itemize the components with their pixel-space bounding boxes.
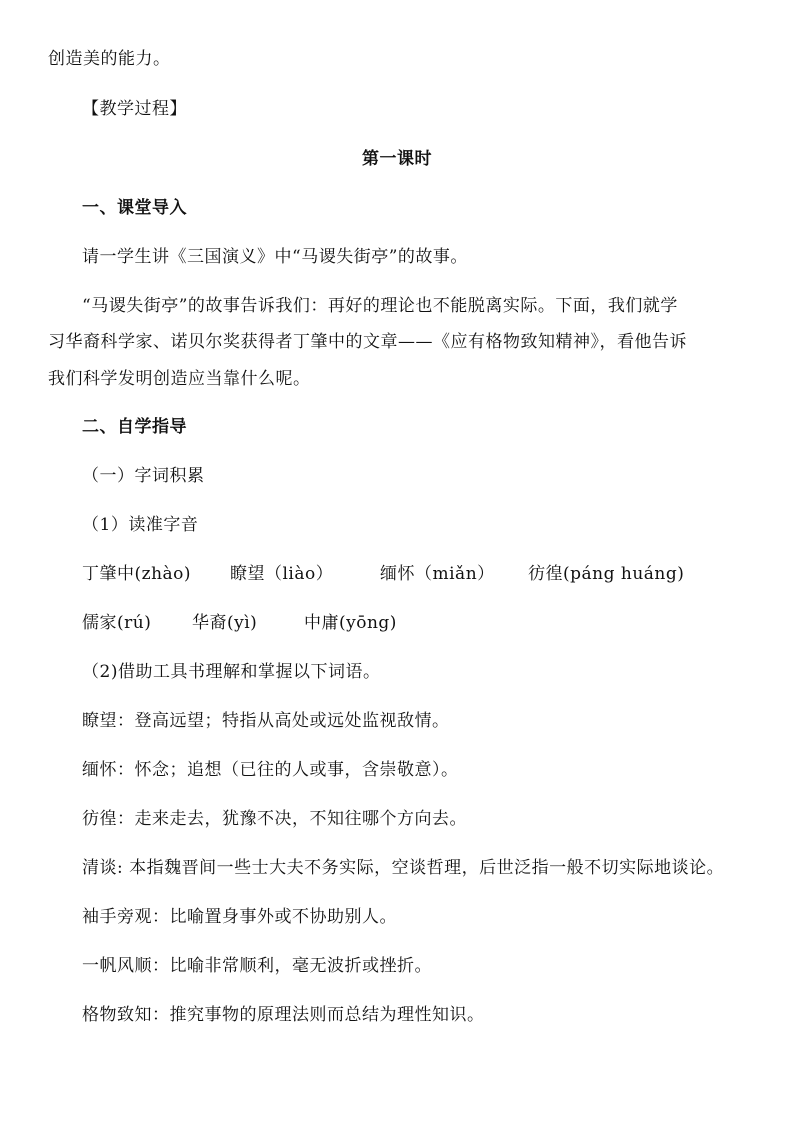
section1-paragraph2-line3: 我们科学发明创造应当靠什么呢。	[48, 369, 311, 389]
process-heading: 【教学过程】	[82, 99, 187, 119]
definition-line: 清谈: 本指魏晋间一些士大夫不务实际，空谈哲理，后世泛指一般不切实际地谈论。	[82, 858, 725, 878]
definition-line: 缅怀：怀念；追想（已往的人或事，含崇敬意）。	[82, 760, 459, 780]
subsection-word-accumulation: （一）字词积累	[82, 466, 205, 486]
pinyin-entry: 中庸(yōng)	[304, 613, 397, 633]
item-dictionary-study: （2)借助工具书理解和掌握以下词语。	[82, 662, 381, 682]
definition-line: 一帆风顺：比喻非常顺利，毫无波折或挫折。	[82, 956, 432, 976]
definition-line: 彷徨：走来走去，犹豫不决，不知往哪个方向去。	[82, 809, 467, 829]
pinyin-entry: 丁肇中(zhào)	[82, 564, 192, 584]
definition-line: 格物致知：推究事物的原理法则而总结为理性知识。	[82, 1005, 485, 1025]
item-pronunciation: （1）读准字音	[82, 515, 199, 535]
definition-line: 袖手旁观：比喻置身事外或不协助别人。	[82, 907, 397, 927]
pinyin-entry: 彷徨(páng huáng)	[528, 564, 685, 584]
definition-line: 瞭望：登高远望；特指从高处或远处监视敌情。	[82, 711, 450, 731]
pinyin-entry: 瞭望（liào）	[230, 564, 334, 584]
pinyin-entry: 华裔(yì)	[192, 613, 258, 633]
section1-paragraph2-line1: “马谡失街亭”的故事告诉我们：再好的理论也不能脱离实际。下面，我们就学	[82, 296, 678, 316]
continuation-text: 创造美的能力。	[48, 49, 171, 69]
section1-paragraph2-line2: 习华裔科学家、诺贝尔奖获得者丁肇中的文章——《应有格物致知精神》，看他告诉	[48, 332, 687, 352]
section2-heading: 二、自学指导	[82, 417, 187, 437]
lesson-title: 第一课时	[362, 149, 432, 169]
section1-heading: 一、课堂导入	[82, 198, 187, 218]
section1-paragraph1: 请一学生讲《三国演义》中“马谡失街亭”的故事。	[82, 247, 468, 267]
pinyin-entry: 缅怀（miǎn）	[380, 564, 495, 584]
pinyin-entry: 儒家(rú)	[82, 613, 152, 633]
